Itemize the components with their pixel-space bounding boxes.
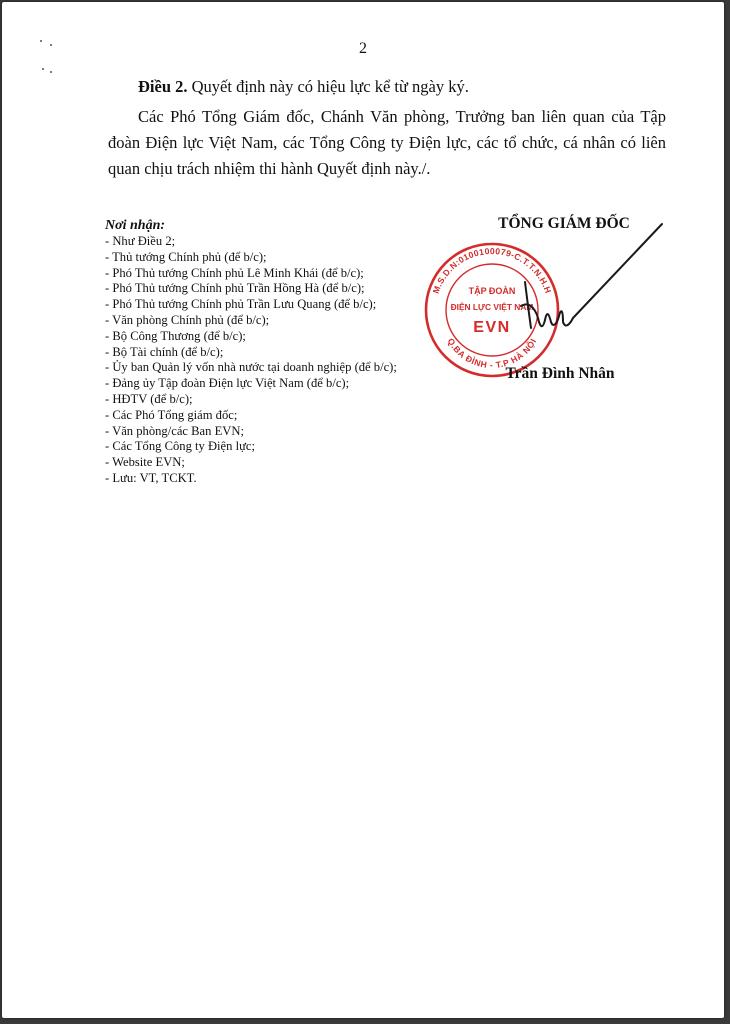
recipients-block (105, 218, 445, 487)
recipient-item: - Phó Thủ tướng Chính phủ Trần Lưu Quang (để b/c); (105, 297, 377, 312)
signer-title: TỔNG GIÁM ĐỐC (498, 215, 630, 232)
recipient-item: - Đảng ủy Tập đoàn Điện lực Việt Nam (để b/c); (105, 376, 350, 391)
recipient-item: - HĐTV (để b/c); (105, 391, 193, 406)
article-2-label: Điều 2. (138, 77, 188, 96)
recipient-item: - Thủ tướng Chính phủ (để b/c); (105, 249, 267, 264)
recipient-item: - Bộ Tài chính (để b/c); (105, 344, 224, 359)
implementation-paragraph: Các Phó Tổng Giám đốc, Chánh Văn phòng, Trưởng ban liên quan của Tập đoàn Điện lực Việt Nam, các Tổng Công ty Điện lực, các tổ chức, cá nhân có liên quan chịu trách nhiệm thi hành Quyết định này./. (108, 107, 666, 178)
seal-line-3: EVN (473, 319, 511, 336)
recipient-item: - Phó Thủ tướng Chính phủ Lê Minh Khái (để b/c); (105, 265, 364, 280)
recipient-item: - Phó Thủ tướng Chính phủ Trần Hồng Hà (để b/c); (105, 281, 365, 296)
page-number: 2 (359, 40, 367, 57)
document-page (2, 2, 724, 1018)
recipient-item: - Bộ Công Thương (để b/c); (105, 328, 246, 343)
recipient-item: - Các Tổng Công ty Điện lực; (105, 439, 255, 454)
recipient-item: - Như Điều 2; (105, 234, 176, 248)
recipients-list (105, 234, 445, 487)
recipient-item: - Văn phòng/các Ban EVN; (105, 423, 244, 438)
recipient-item: - Văn phòng Chính phủ (để b/c); (105, 312, 270, 327)
recipient-item: - Ủy ban Quản lý vốn nhà nước tại doanh nghiệp (để b/c); (105, 360, 397, 375)
recipients-heading: Nơi nhận: (105, 218, 166, 233)
seal-line-2: ĐIỆN LỰC VIỆT NAM (450, 302, 534, 312)
seal-ring-text-bottom: Q.BA ĐÌNH - T.P HÀ NỘI (445, 336, 539, 371)
recipient-item: - Các Phó Tổng giám đốc; (105, 407, 238, 422)
recipient-item: - Lưu: VT, TCKT. (105, 470, 197, 485)
signer-name: Trần Đình Nhân (505, 365, 615, 382)
recipient-item: - Website EVN; (105, 455, 185, 470)
seal-ring-text-top: M.S.D.N:0100100079-C.T.T.N.H.H (430, 245, 554, 295)
article-2-text: Quyết định này có hiệu lực kể từ ngày ký. (187, 77, 469, 96)
handwritten-signature (507, 218, 667, 348)
article-2-paragraph (108, 74, 666, 100)
seal-line-1: TẬP ĐOÀN (468, 286, 516, 296)
